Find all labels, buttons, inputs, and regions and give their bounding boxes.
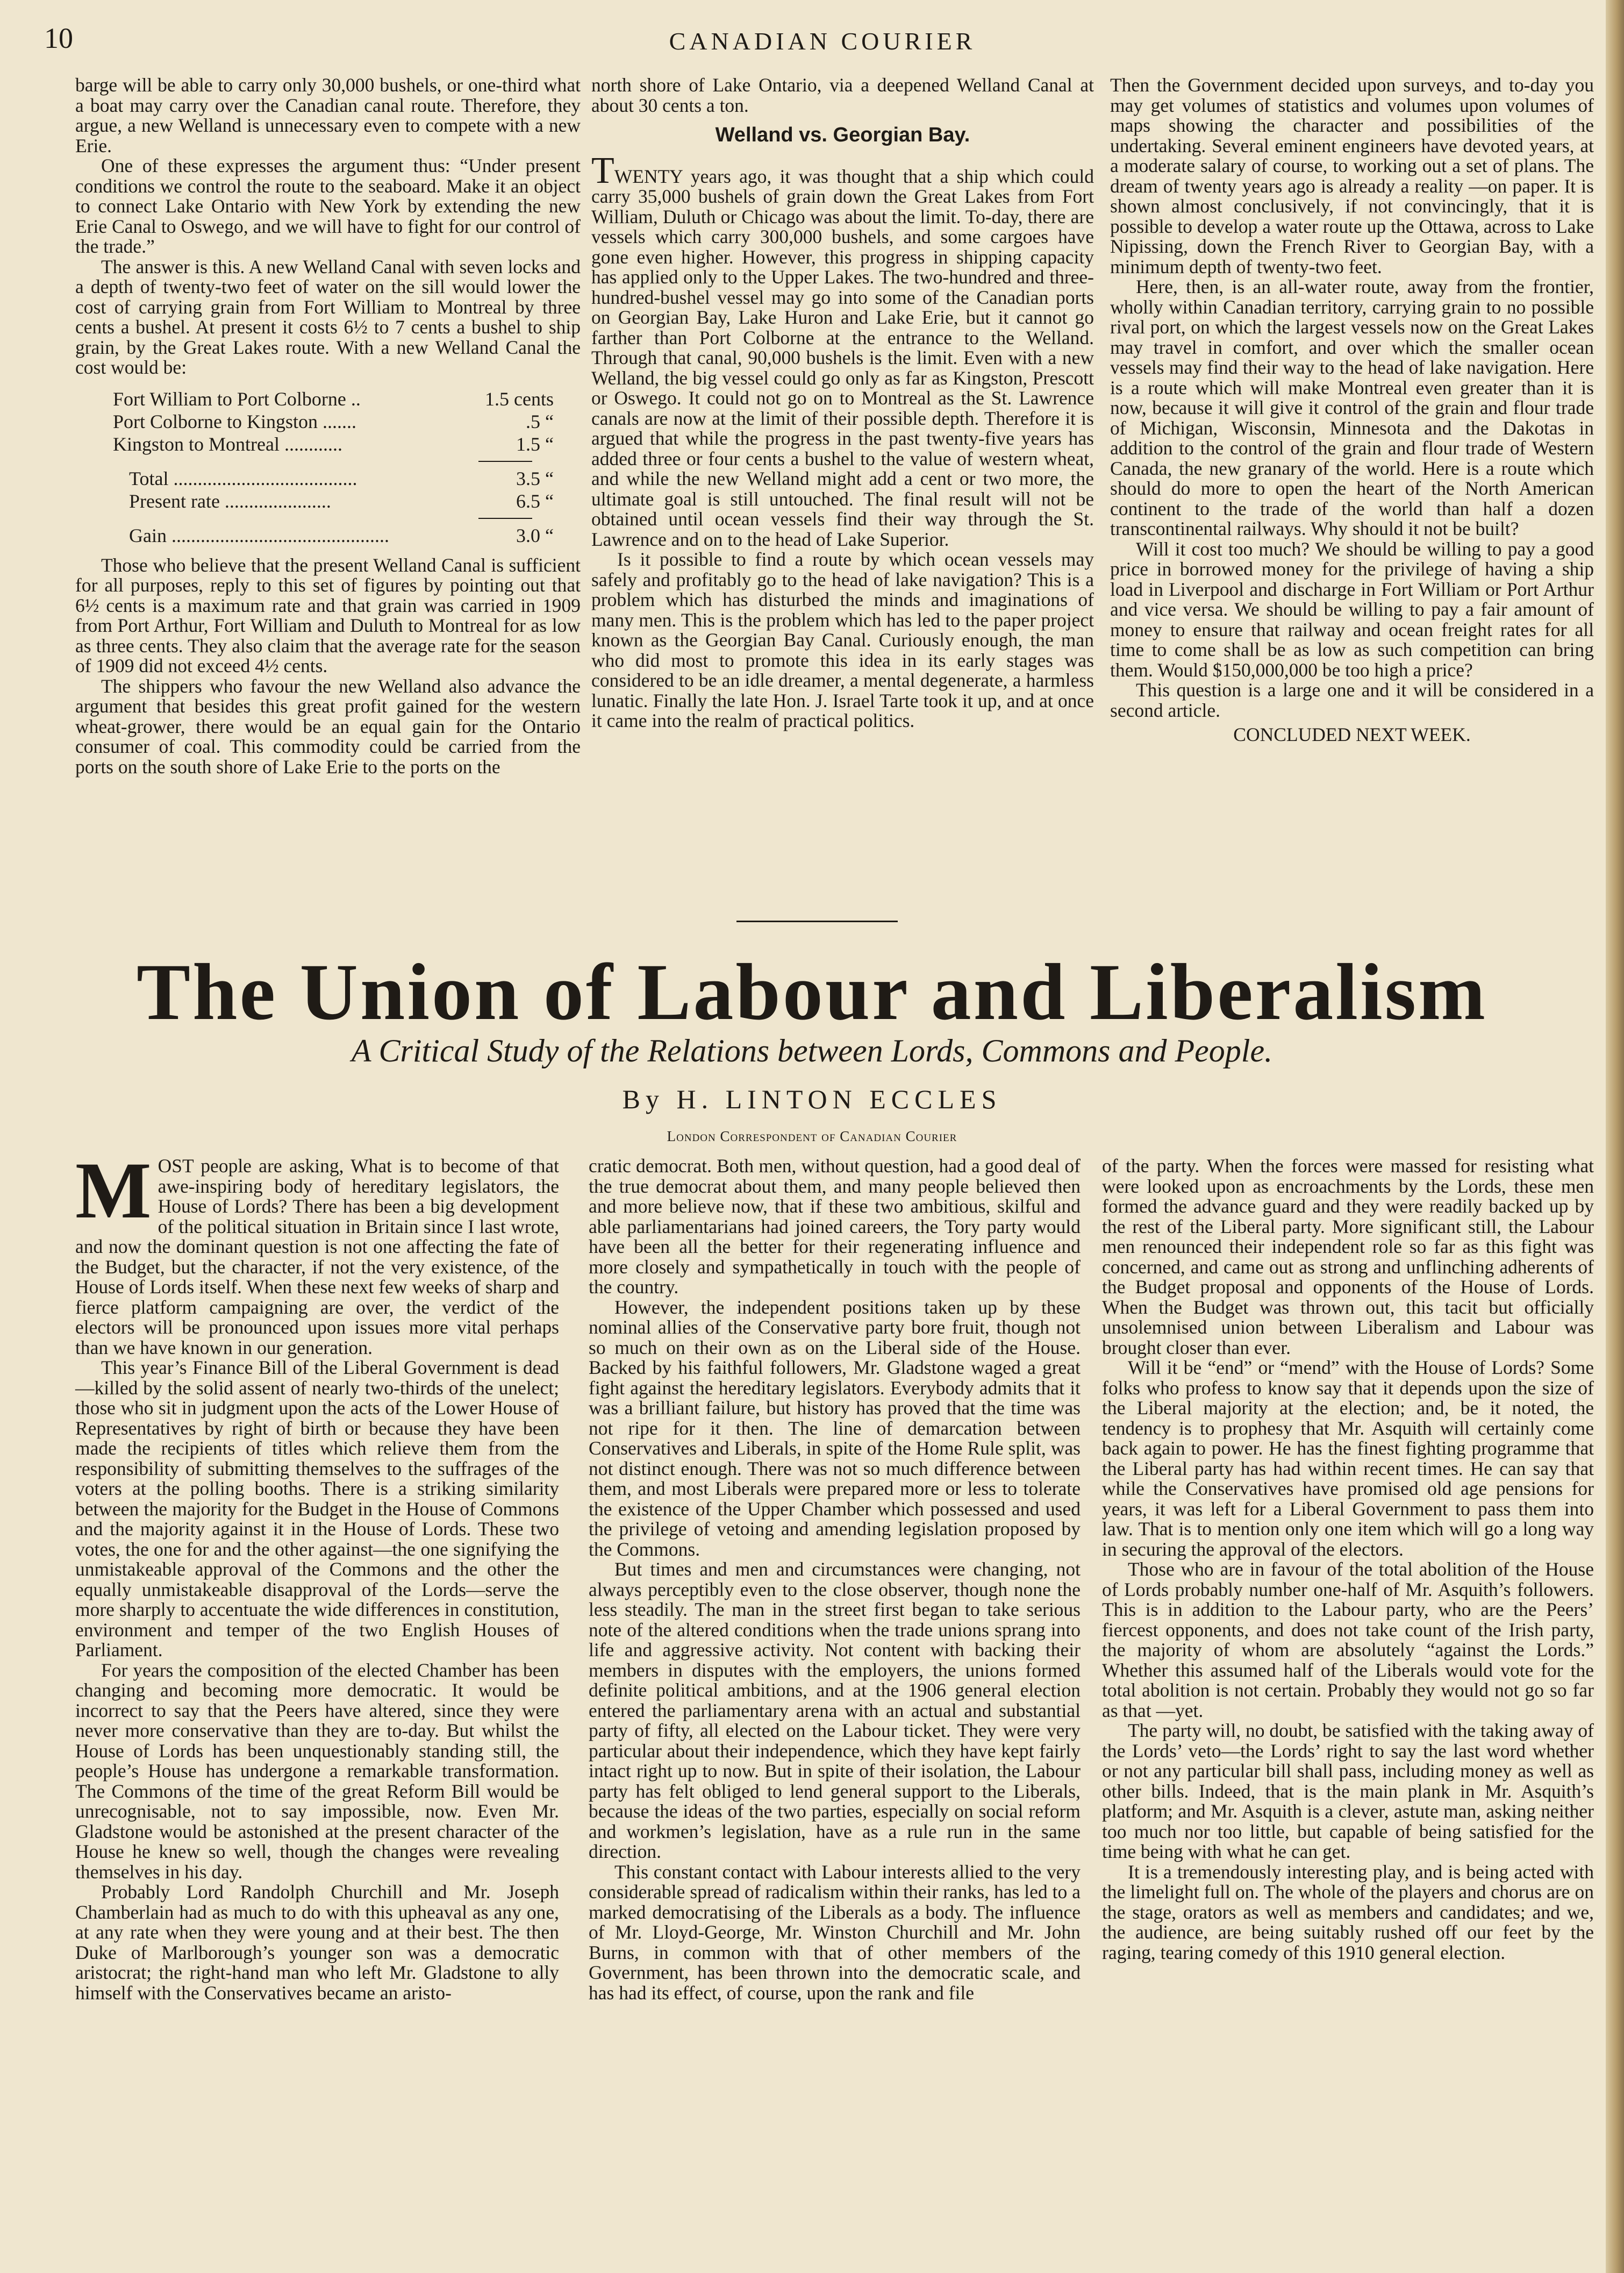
table-rule (478, 518, 532, 519)
section-heading: Welland vs. Georgian Bay. (715, 124, 970, 146)
drop-cap: T (591, 149, 614, 191)
upper-column-3 (1110, 75, 1594, 745)
upper-column-1 (75, 75, 581, 777)
fare-gain-row (113, 524, 554, 547)
paragraph: Probably Lord Randolph Churchill and Mr. Joseph Chamberlain had as much to do with this upheaval as any one, at any rate when they were young and at their best. The then Duke of Marlborough’s younger son was a democratic aristocrat; the right-hand man who left Mr. Gladstone to ally himself with the Conservatives became an aristo- (75, 1881, 559, 2004)
fare-present-row (113, 490, 554, 512)
paragraph: It is a tremendously interesting play, and is being acted with the limelight full on. The whole of the players and chorus are on the stage, orators as well as members and candidates; and we, the audience, are being suitably rushed off our feet by the raging, tearing comedy of this 1910 general election. (1102, 1861, 1594, 1963)
paragraph: The shippers who favour the new Welland also advance the argument that besides this great profit gained for the western wheat-grower, there would be an equal gain for the Ontario consumer of coal. This commodity could be carried from the ports on the south shore of Lake Erie to the ports on the (75, 675, 581, 778)
fare-label: Total ...................................... (129, 467, 357, 489)
paragraph: Here, then, is an all-water route, away from the frontier, wholly within Canadian territory, carrying grain to no possible rival port, on which the largest vessels now on the Great Lakes may travel in comfort, and over which the smaller ocean vessels may find their way to the head of lake navigation. Here is a route which will make Montreal even greater than it is now, because it will give it control of the grain and flour trade of Michigan, Wisconsin, Minnesota and the Dakotas in addition to the control of the grain and flour trade of Western Canada, the new granary of the world. Here is a route which should do more to open the heart of the North American continent to the trade of the world than half a dozen transcontinental railways. Why should it not be built? (1110, 276, 1594, 539)
paragraph-text: OST people are asking, What is to become of that awe-inspiring body of hereditary legislators, the House of Lords? There has been a big development of the political situation in Britain since I last wrote, and now the dominant question is not one affecting the fate of the Budget, but the character, if not the very existence, of the House of Lords itself. When these next few weeks of sharp and fierce platform campaigning are over, the verdict of the electors will be pronounced upon issues more vital perhaps than we have known in our generation. (75, 1155, 559, 1358)
fare-row (113, 410, 554, 433)
paragraph: north shore of Lake Ontario, via a deepened Welland Canal at about 30 cents a ton. (591, 74, 1094, 116)
paragraph (591, 149, 1094, 550)
fare-label: Fort William to Port Colborne .. (113, 388, 361, 410)
paragraph (75, 1146, 559, 1358)
paragraph-text: WENTY years ago, it was thought that a ship which could carry 35,000 bushels of grain down the Great Lakes from Fort William, Duluth or Chicago was about the limit. To-day, there are vessels which carry 300,000 bushels, and some cargoes have gone even higher. However, this progress in shipping capacity has applied only to the Upper Lakes. The two-hundred and three-hundred-bushel vessel may go into some of the Canadian ports on Georgian Bay, Lake Huron and Lake Erie, but it cannot go farther than Port Colborne at the entrance to the Welland. Through that canal, 90,000 bushels is the limit. Even with a new Welland, the big vessel could go only as far as Kingston, Prescott or Oswego. It could not go on to Montreal as the St. Lawrence canals are now at the limit of their possible depth. Therefore it is argued that while the progress in the past twenty-five years has added three or four cents a bushel to the value of western wheat, and while the new Welland might add a cent or two more, the ultimate goal is still untouched. The final result will not be obtained until ocean vessels find their way through the St. Lawrence and on to the head of Lake Superior. (591, 165, 1094, 550)
paragraph: of the party. When the forces were massed for resisting what were looked upon as encroachments by the Lords, these men formed the advance guard and they were readily backed up by the rest of the Liberal party. More significant still, the Labour men renounced their independent role so far as this fight was concerned, and came out as strong and unflinching adherents of the Budget proposal and opponents of the House of Lords. When the Budget was thrown out, this tacit but officially unsolemnised union between Liberalism and Labour was brought closer than ever. (1102, 1155, 1594, 1358)
paragraph: But times and men and circumstances were changing, not always perceptibly even to the close observer, though none the less steadily. The man in the street first began to take serious note of the altered conditions when the trade unions sprang into life and aggressive activity. Not content with backing their members in disputes with the employers, the unions formed definite political ambitions, and at the 1906 general election entered the parliamentary arena with an actual and substantial party of fifty, all elected on the Labour ticket. They were very particular about their independence, which they have kept fairly intact right up to now. But in spite of their isolation, the Labour party has felt obliged to lend general support to the Liberals, because the ideas of the two parties, especially on social reform and workmen’s legislation, have as a rule run in the same direction. (589, 1558, 1081, 1862)
paragraph: This question is a large one and it will be considered in a second article. (1110, 679, 1594, 721)
paragraph: cratic democrat. Both men, without question, had a good deal of the true democrat about them, and many people believed then and more believe now, that if these two ambitious, skilful and able parliamentarians had joined careers, the Tory party would have been all the better for their regenerating influence and more closely and sympathetically in touch with the people of the country. (589, 1155, 1081, 1298)
section-divider (736, 921, 898, 922)
fare-row (113, 388, 554, 410)
paragraph: Will it cost too much? We should be willing to pay a good price in borrowed money for the privilege of having a ship load in Liverpool and discharge in Fort William or Port Arthur and vice versa. We should be willing to pay a fair amount of money to ensure that railway and ocean freight rates for all time to come shall be as low as such competition can bring them. Would $150,000,000 be too high a price? (1110, 538, 1594, 681)
concluded-note: CONCLUDED NEXT WEEK. (1233, 724, 1471, 745)
running-head: CANADIAN COURIER (669, 27, 976, 55)
fare-value: 1.5 cents (485, 388, 554, 410)
paragraph: barge will be able to carry only 30,000 bushels, or one-third what a boat may carry over the Canadian canal route. Therefore, they argue, a new Welland is unnecessary even to compete with a new Erie. (75, 74, 581, 156)
article-byline: By H. LINTON ECCLES (622, 1084, 1002, 1114)
paragraph: This constant contact with Labour interests allied to the very considerable spread of radicalism within their ranks, has led to a marked democratising of the Liberals as a body. The influence of Mr. Lloyd-George, Mr. Winston Churchill and Mr. John Burns, in common with that of other members of the Government, has been thrown into the democratic scale, and has had its effect, of course, upon the rank and file (589, 1861, 1081, 2004)
fare-label: Kingston to Montreal ............ (113, 433, 342, 455)
fare-value: 6.5 “ (516, 490, 554, 512)
fare-label: Port Colborne to Kingston ....... (113, 410, 357, 432)
paragraph: However, the independent positions taken up by these nominal allies of the Conservative party bore fruit, though not so much on their own as on the Liberal side of the House. Backed by his faithful followers, Mr. Gladstone waged a great fight against the hereditary legislators. Everybody admits that it was a brilliant failure, but history has proved that the time was not ripe for it then. The line of demarcation between Conservatives and Liberals, in spite of the Home Rule split, was not distinct enough. There was not so much difference between them, and most Liberals were prepared more or less to tolerate the existence of the Upper Chamber which possessed and used the privilege of vetoing and amending legislation proposed by the Commons. (589, 1296, 1081, 1560)
fare-label: Gain ............................................. (129, 524, 389, 546)
fare-value: .5 “ (526, 410, 554, 432)
paragraph: Is it possible to find a route by which ocean vessels may safely and profitably go to the head of lake navigation? This is a problem which has disturbed the minds and imaginations of many men. This is the problem which has led to the paper project known as the Georgian Bay Canal. Curiously enough, the man who did most to promote this idea in its early stages was considered to be an idle dreamer, a mental degenerate, a harmless lunatic. Finally the late Hon. J. Israel Tarte took it up, and at once it came into the realm of practical politics. (591, 548, 1094, 731)
fare-total-row (113, 467, 554, 490)
fare-value: 3.5 “ (516, 467, 554, 489)
table-rule (478, 461, 532, 462)
article-subhead: A Critical Study of the Relations between Lords, Commons and People. (351, 1033, 1273, 1068)
paragraph: The party will, no doubt, be satisfied with the taking away of the Lords’ veto—the Lords’ right to say the last word whether or not any particular bill shall pass, including money as well as other bills. Indeed, that is the main plank in Mr. Asquith’s platform; and Mr. Asquith is a clever, astute man, asking neither too much nor too little, but capable of being satisfied for the time being with what he can get. (1102, 1720, 1594, 1862)
article-column-1 (75, 1146, 559, 2004)
fare-value: 3.0 “ (516, 524, 554, 546)
paragraph: Will it be “end” or “mend” with the House of Lords? Some folks who profess to know say that it depends upon the size of the Liberal majority at the election; and, be it noted, the tendency is to prophesy that Mr. Asquith will certainly come back again to power. He has the finest fighting programme that the Liberal party has had within recent times. He can say that while the Conservatives have promised old age pensions for years, it was left for a Liberal Government to pass them into law. That is to mention only one item which will go a long way in securing the approval of the electors. (1102, 1357, 1594, 1560)
article-credit: London Correspondent of Canadian Courier (667, 1128, 957, 1144)
article-headline: The Union of Labour and Liberalism (137, 947, 1487, 1037)
paragraph: This year’s Finance Bill of the Liberal Government is dead—killed by the solid assent of nearly two-thirds of the unelect; those who sit in judgment upon the acts of the Lower House of Representatives by right of birth or because they have been made the recipients of titles which relieve them from the responsibility of submitting themselves to the suffrages of the voters at the polling booths. There is a striking similarity between the majority for the Budget in the House of Commons and the majority against it in the House of Lords. These two votes, the one for and the other against—the one signifying the unmistakeable approval of the Commons and the other the equally unmistakeable disapproval of the Lords—serve the more sharply to accentuate the wide differences in constitution, environment and temper of the two English Houses of Parliament. (75, 1357, 559, 1661)
article-column-3 (1102, 1156, 1594, 1963)
drop-cap: M (75, 1146, 152, 1235)
paragraph: The answer is this. A new Welland Canal with seven locks and a depth of twenty-two feet of water on the sill would lower the cost of carrying grain from Fort William to Montreal by three cents a bushel. At present it costs 6½ to 7 cents a bushel to ship grain, by the Great Lakes route. With a new Welland Canal the cost would be: (75, 255, 581, 378)
fare-label: Present rate ...................... (129, 490, 331, 512)
paragraph: Those who believe that the present Welland Canal is sufficient for all purposes, reply to this set of figures by pointing out that 6½ cents is a maximum rate and that grain was carried in 1909 from Port Arthur, Fort William and Duluth to Montreal for as low as three cents. They also claim that the average rate for the season of 1909 did not exceed 4½ cents. (75, 554, 581, 676)
upper-column-2 (591, 75, 1094, 731)
paragraph: Those who are in favour of the total abolition of the House of Lords probably number one-half of Mr. Asquith’s followers. This is in addition to the Labour party, who are the Peers’ fiercest opponents, and does not take count of the Irish party, the majority of whom are absolutely “against the Lords.” Whether this assumed half of the Liberals would vote for the total abolition is not certain. Probably they would not go so far as that —yet. (1102, 1558, 1594, 1721)
fare-value: 1.5 “ (516, 433, 554, 455)
paragraph: For years the composition of the elected Chamber has been changing and becoming more democratic. It would be incorrect to say that the Peers have altered, since they were never more conservative than they are to-day. But whilst the House of Lords has been unquestionably standing still, the people’s House has undergone a remarkable transformation. The Commons of the time of the great Reform Bill would be unrecognisable, not to say impossible, now. Even Mr. Gladstone would be astonished at the present character of the House he knew so well, though the changes were revealing themselves in his day. (75, 1659, 559, 1883)
paragraph: Then the Government decided upon surveys, and to-day you may get volumes of statistics and volumes upon volumes of maps showing the character and possibilities of the undertaking. Several eminent engineers have devoted years, at a moderate salary of course, to working out a set of plans. The dream of twenty years ago is already a reality —on paper. It is shown almost conclusively, if not convincingly, that it is possible to develop a water route up the Ottawa, across to Lake Nipissing, down the French River to Georgian Bay, with a minimum depth of twenty-two feet. (1110, 74, 1594, 277)
page-number: 10 (44, 22, 73, 54)
fare-row (113, 433, 554, 455)
article-column-2 (589, 1156, 1081, 2003)
fare-table (113, 388, 554, 547)
paragraph: One of these expresses the argument thus: “Under present conditions we control the route to the seaboard. Make it an object to connect Lake Ontario with New York by extending the new Erie Canal to Oswego, and we will have to fight for our control of the trade.” (75, 155, 581, 257)
